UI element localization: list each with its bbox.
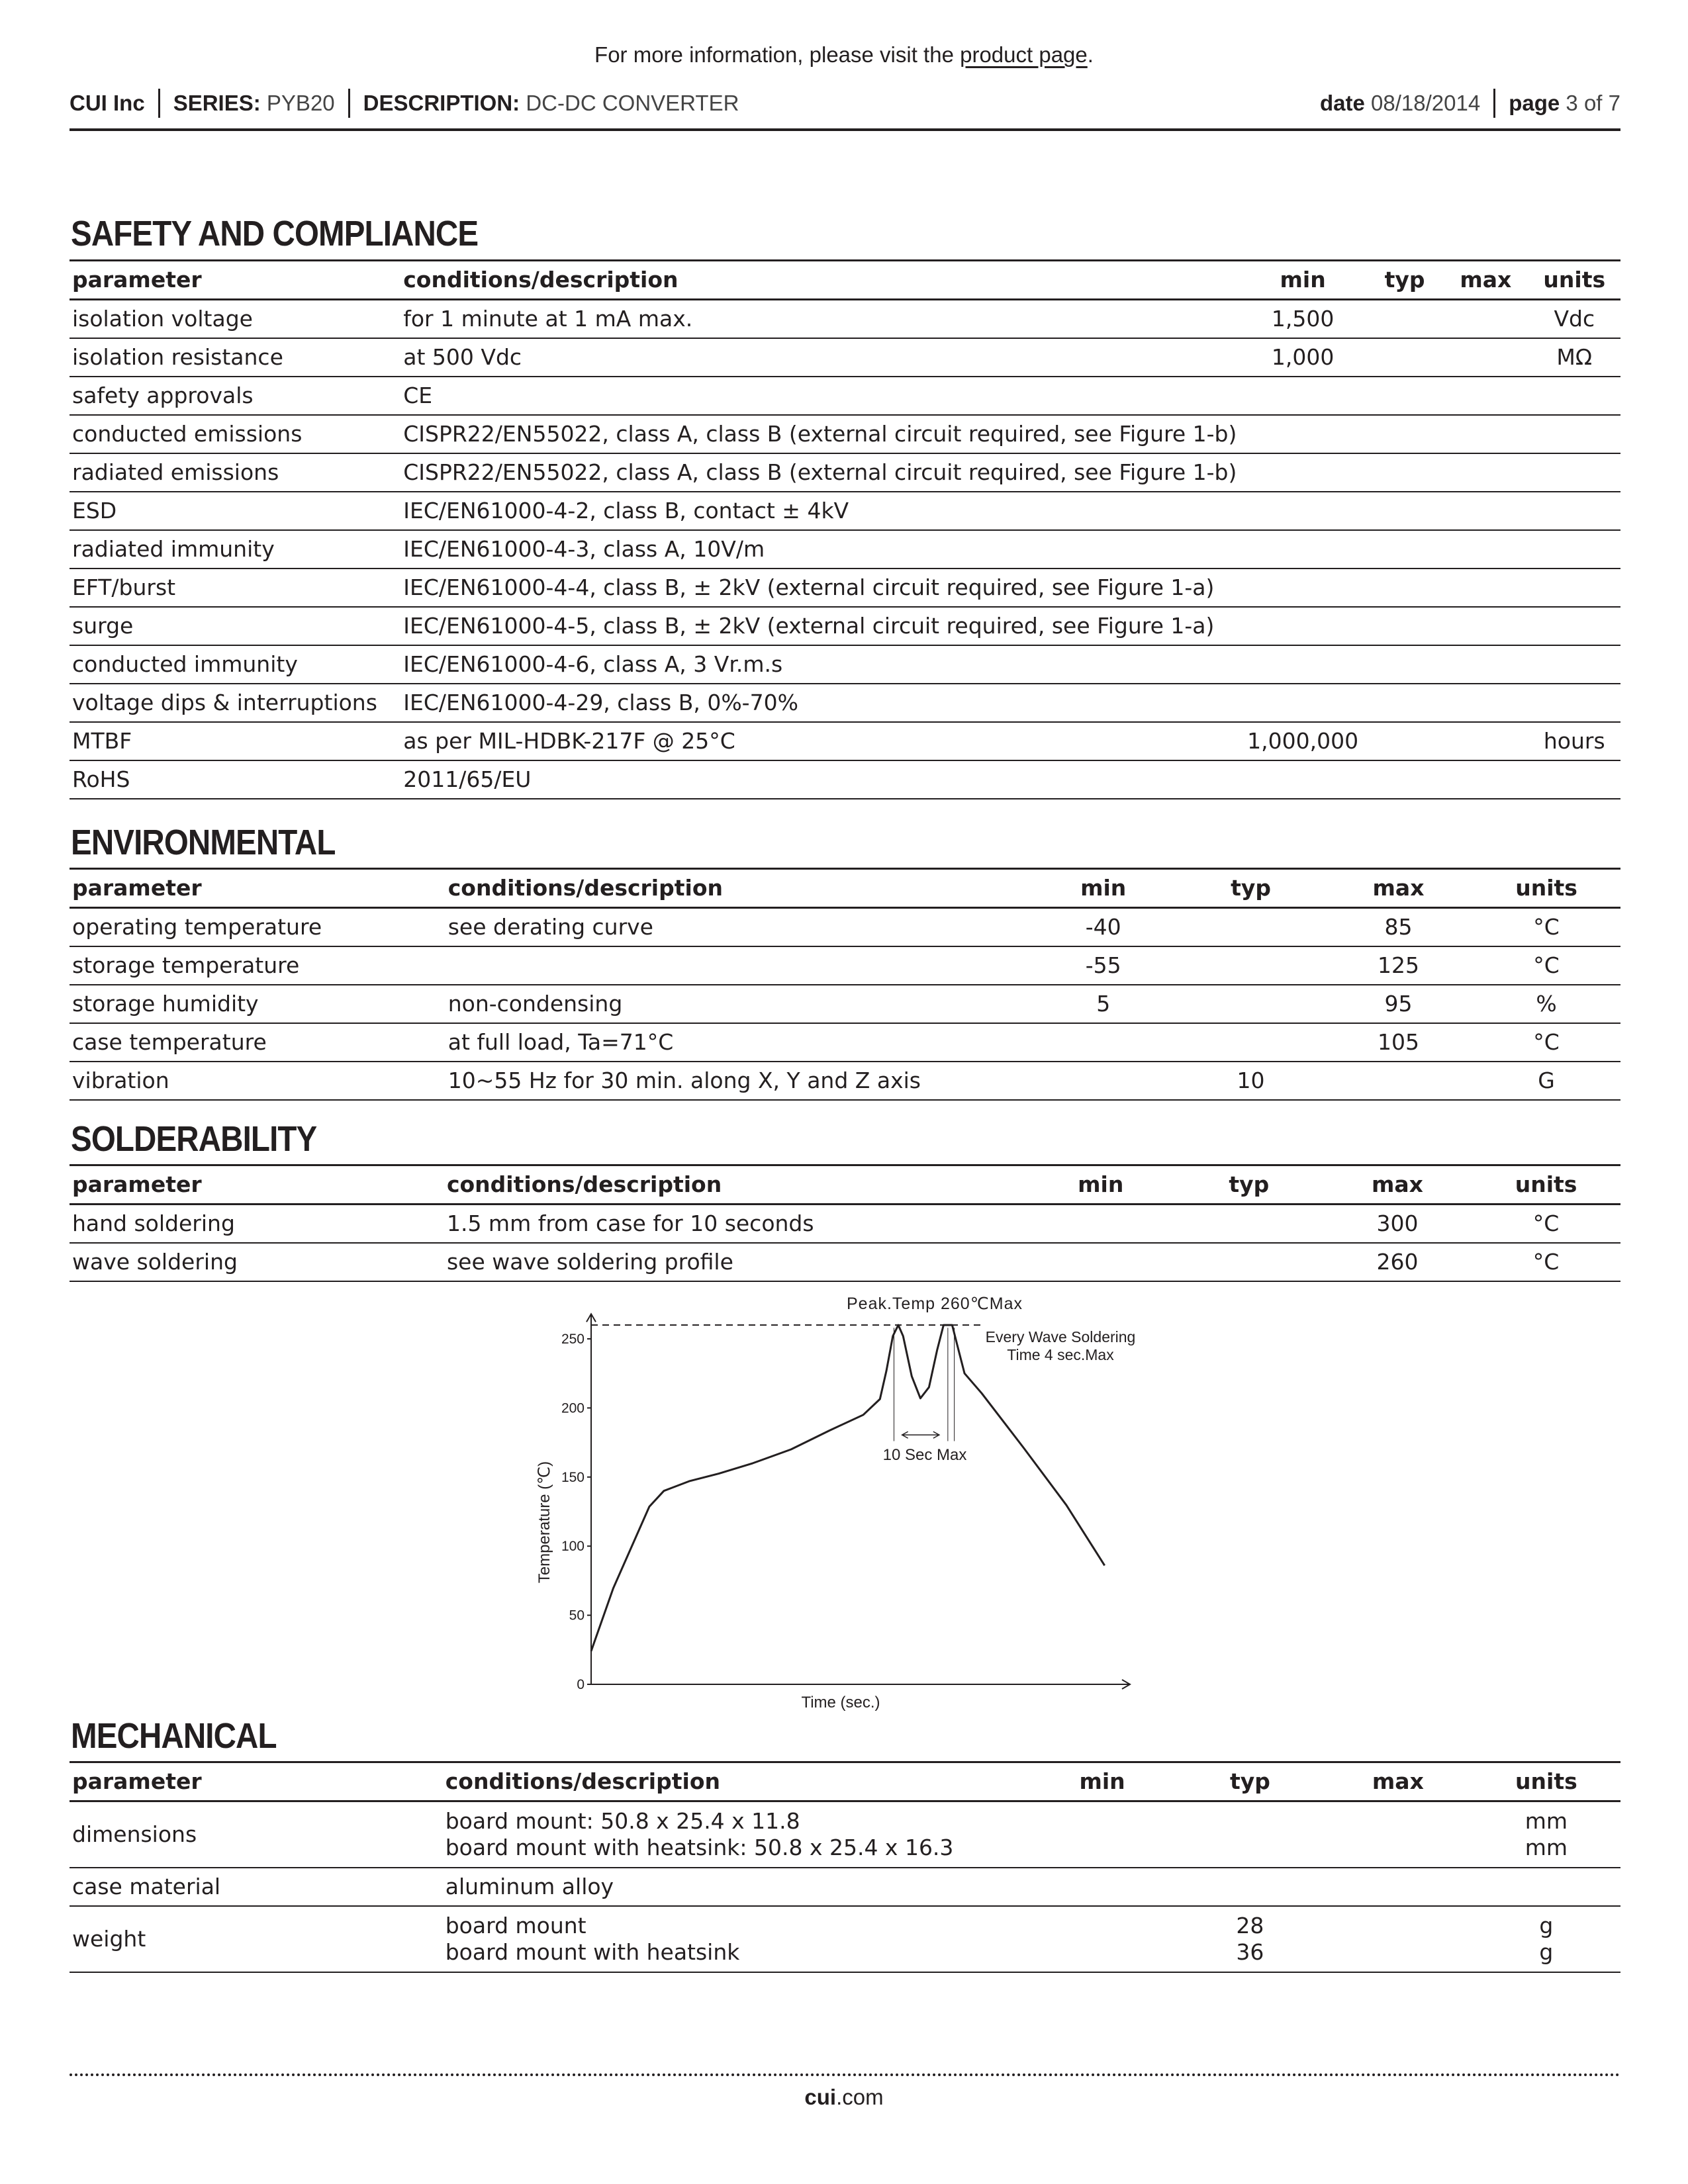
table-cell [1029,1062,1177,1100]
product-info-note [0,42,1688,68]
table-cell [1325,1062,1472,1100]
table-cell: see wave soldering profile [444,1243,1027,1281]
column-header: parameter [70,1762,443,1801]
wave-annotation-line1: Every Wave Soldering [985,1328,1136,1345]
table-cell [1472,1868,1620,1906]
table-row [70,1062,1620,1100]
table-cell [1443,530,1528,569]
table-cell: IEC/EN61000-4-4, class B, ± 2kV (external circuit required, see Figure 1-a) [400,569,1239,607]
column-header: max [1443,261,1528,300]
column-header: typ [1175,1165,1323,1205]
table-cell [1239,492,1366,530]
divider [1493,89,1495,118]
y-tick-label: 50 [569,1608,585,1623]
table-cell: RoHS [70,760,400,799]
table-cell [1528,415,1620,453]
table-cell [1443,645,1528,684]
table-cell [1528,453,1620,492]
table-cell: °C [1472,1205,1620,1244]
table-row [70,645,1620,684]
footer-site-bold: cui [804,2085,837,2109]
table-cell: 1.5 mm from case for 10 seconds [444,1205,1027,1244]
column-header: parameter [70,869,445,908]
table-cell [1366,684,1443,722]
table-cell: CISPR22/EN55022, class A, class B (external circuit required, see Figure 1-b) [400,453,1239,492]
table-cell: °C [1472,946,1620,985]
table-cell: 10 [1177,1062,1325,1100]
table-cell [1443,607,1528,645]
company-name: CUI Inc [70,91,145,115]
description-label: DESCRIPTION: [363,91,520,115]
table-cell: board mount board mount with heatsink [443,1906,1029,1972]
column-header: conditions/description [444,1165,1027,1205]
table-cell [1443,300,1528,339]
table-cell: radiated emissions [70,453,400,492]
spec-table [70,868,1620,1101]
page-label: page [1509,91,1560,115]
divider [348,89,350,118]
table-cell [1176,1868,1324,1906]
table-cell: operating temperature [70,908,445,947]
table-cell: °C [1472,1023,1620,1062]
table-cell [1028,1868,1176,1906]
y-tick-label: 100 [561,1539,585,1555]
table-row [70,377,1620,415]
table-cell [1443,377,1528,415]
y-tick-label: 250 [561,1332,585,1347]
table-row [70,607,1620,645]
table-cell: hand soldering [70,1205,444,1244]
table-cell: °C [1472,908,1620,947]
table-cell: % [1472,985,1620,1023]
table-cell: isolation voltage [70,300,400,339]
table-cell [1177,908,1325,947]
table-cell [1528,760,1620,799]
header-rule [70,128,1620,131]
table-cell [1366,415,1443,453]
spec-table [70,259,1620,799]
table-row [70,684,1620,722]
table-cell: 125 [1325,946,1472,985]
table-cell: radiated immunity [70,530,400,569]
date-value: 08/18/2014 [1371,91,1481,115]
table-cell: conducted immunity [70,645,400,684]
table-cell: vibration [70,1062,445,1100]
column-header: min [1028,1762,1176,1801]
table-cell [1443,722,1528,760]
table-cell [1366,760,1443,799]
product-page-link[interactable]: product page [960,42,1088,67]
table-cell: 260 [1323,1243,1472,1281]
table-cell [1324,1801,1472,1868]
table-cell: CISPR22/EN55022, class A, class B (external circuit required, see Figure 1-b) [400,415,1239,453]
table-cell [1239,415,1366,453]
column-header: conditions/description [445,869,1029,908]
document-header [70,89,1620,118]
table-row [70,1023,1620,1062]
table-cell: G [1472,1062,1620,1100]
note-suffix: . [1087,42,1094,67]
table-row [70,760,1620,799]
table-cell [1528,530,1620,569]
table-cell: IEC/EN61000-4-6, class A, 3 Vr.m.s [400,645,1239,684]
table-cell [1443,684,1528,722]
column-header: conditions/description [443,1762,1029,1801]
table-cell [1239,453,1366,492]
table-cell [1028,1801,1176,1868]
table-row [70,492,1620,530]
table-row [70,908,1620,947]
y-tick-label: 200 [561,1400,585,1416]
table-cell: 105 [1325,1023,1472,1062]
table-cell [1175,1243,1323,1281]
table-cell: safety approvals [70,377,400,415]
table-cell: EFT/burst [70,569,400,607]
table-cell: as per MIL-HDBK-217F @ 25°C [400,722,1239,760]
column-header: typ [1366,261,1443,300]
table-cell: non-condensing [445,985,1029,1023]
section-title: ENVIRONMENTAL [71,823,336,862]
spec-table [70,1164,1620,1282]
column-header: conditions/description [400,261,1239,300]
table-cell: 300 [1323,1205,1472,1244]
table-cell: ESD [70,492,400,530]
table-row [70,1205,1620,1244]
table-cell [1239,607,1366,645]
y-tick-label: 0 [577,1677,585,1692]
table-cell: board mount: 50.8 x 25.4 x 11.8 board mount with heatsink: 50.8 x 25.4 x 16.3 [443,1801,1029,1868]
table-cell [1177,1023,1325,1062]
x-axis-label: Time (sec.) [801,1694,880,1711]
table-cell: case material [70,1868,443,1906]
table-cell: 10~55 Hz for 30 min. along X, Y and Z axis [445,1062,1029,1100]
table-row [70,530,1620,569]
table-cell: conducted emissions [70,415,400,453]
description-value: DC-DC CONVERTER [526,91,739,115]
table-cell: CE [400,377,1239,415]
table-cell [1443,569,1528,607]
table-cell [1443,453,1528,492]
column-header: min [1027,1165,1175,1205]
table-row [70,415,1620,453]
table-cell: storage temperature [70,946,445,985]
table-cell: surge [70,607,400,645]
table-cell [1176,1801,1324,1868]
table-cell: IEC/EN61000-4-2, class B, contact ± 4kV [400,492,1239,530]
table-cell [445,946,1029,985]
table-cell: 95 [1325,985,1472,1023]
table-cell [1324,1868,1472,1906]
table-cell [1239,569,1366,607]
page-value: 3 of 7 [1566,91,1620,115]
table-cell: at 500 Vdc [400,338,1239,377]
table-cell [1443,338,1528,377]
table-cell: 1,000,000 [1239,722,1366,760]
series-label: SERIES: [173,91,261,115]
table-cell: weight [70,1906,443,1972]
column-header: parameter [70,1165,444,1205]
table-cell: dimensions [70,1801,443,1868]
table-cell [1528,607,1620,645]
table-cell [1366,453,1443,492]
table-cell: see derating curve [445,908,1029,947]
table-cell: mm mm [1472,1801,1620,1868]
column-header: typ [1177,869,1325,908]
table-cell [1027,1205,1175,1244]
column-header: units [1472,1165,1620,1205]
column-header: units [1472,1762,1620,1801]
table-cell [1443,492,1528,530]
table-row [70,722,1620,760]
table-row [70,946,1620,985]
table-cell [1366,377,1443,415]
table-cell: 2011/65/EU [400,760,1239,799]
table-cell: MTBF [70,722,400,760]
table-cell: case temperature [70,1023,445,1062]
column-header: max [1325,869,1472,908]
table-cell: isolation resistance [70,338,400,377]
table-cell: IEC/EN61000-4-5, class B, ± 2kV (external circuit required, see Figure 1-a) [400,607,1239,645]
table-cell: for 1 minute at 1 mA max. [400,300,1239,339]
table-cell: -40 [1029,908,1177,947]
table-cell [1443,760,1528,799]
table-cell: 5 [1029,985,1177,1023]
table-cell: storage humidity [70,985,445,1023]
table-cell [1528,569,1620,607]
table-cell [1028,1906,1176,1972]
table-cell: -55 [1029,946,1177,985]
table-cell [1366,607,1443,645]
column-header: typ [1176,1762,1324,1801]
divider [158,89,160,118]
table-cell: °C [1472,1243,1620,1281]
table-cell [1528,377,1620,415]
table-cell [1239,645,1366,684]
table-cell [1239,530,1366,569]
table-cell [1443,415,1528,453]
table-row [70,338,1620,377]
table-cell [1239,760,1366,799]
table-row [70,1243,1620,1281]
section-title: SAFETY AND COMPLIANCE [71,214,479,253]
table-cell [1528,645,1620,684]
column-header: min [1029,869,1177,908]
column-header: units [1528,261,1620,300]
table-cell: aluminum alloy [443,1868,1029,1906]
footer-site-rest: .com [836,2085,884,2109]
table-cell: 1,000 [1239,338,1366,377]
table-cell [1324,1906,1472,1972]
table-cell: voltage dips & interruptions [70,684,400,722]
table-cell [1177,985,1325,1023]
table-cell [1366,492,1443,530]
table-cell: 28 36 [1176,1906,1324,1972]
table-cell: g g [1472,1906,1620,1972]
table-cell [1528,684,1620,722]
table-row [70,300,1620,339]
footer-rule [70,2073,1620,2076]
section-title: MECHANICAL [71,1716,277,1756]
table-row [70,453,1620,492]
wave-annotation-line2: Time 4 sec.Max [1007,1346,1114,1363]
y-axis-label: Temperature (℃) [536,1461,553,1584]
table-cell: IEC/EN61000-4-3, class A, 10V/m [400,530,1239,569]
table-row [70,1868,1620,1906]
spec-table [70,1761,1620,1973]
y-tick-label: 150 [561,1469,585,1485]
table-cell [1366,645,1443,684]
column-header: parameter [70,261,400,300]
table-cell [1177,946,1325,985]
table-cell: 1,500 [1239,300,1366,339]
wave-soldering-chart [516,1284,1178,1721]
table-cell [1528,492,1620,530]
ten-sec-annotation: 10 Sec Max [882,1446,967,1464]
date-label: date [1320,91,1365,115]
table-cell [1366,569,1443,607]
table-cell [1027,1243,1175,1281]
section-title: SOLDERABILITY [71,1119,317,1159]
peak-annotation: Peak.Temp 260℃Max [846,1295,1023,1313]
table-cell [1239,377,1366,415]
table-cell: IEC/EN61000-4-29, class B, 0%-70% [400,684,1239,722]
table-cell: wave soldering [70,1243,444,1281]
table-cell: MΩ [1528,338,1620,377]
series-value: PYB20 [266,91,335,115]
table-row [70,1906,1620,1972]
table-row [70,569,1620,607]
table-cell [1239,684,1366,722]
table-cell: hours [1528,722,1620,760]
table-cell: Vdc [1528,300,1620,339]
table-cell [1366,530,1443,569]
table-cell: at full load, Ta=71°C [445,1023,1029,1062]
footer-site [0,2085,1688,2110]
table-cell [1366,722,1443,760]
column-header: max [1324,1762,1472,1801]
table-row [70,985,1620,1023]
table-cell [1366,300,1443,339]
table-cell [1029,1023,1177,1062]
table-cell [1366,338,1443,377]
note-text: For more information, please visit the [594,42,961,67]
column-header: min [1239,261,1366,300]
table-cell [1175,1205,1323,1244]
column-header: units [1472,869,1620,908]
profile-line [591,1325,1105,1651]
table-row [70,1801,1620,1868]
table-cell: 85 [1325,908,1472,947]
column-header: max [1323,1165,1472,1205]
